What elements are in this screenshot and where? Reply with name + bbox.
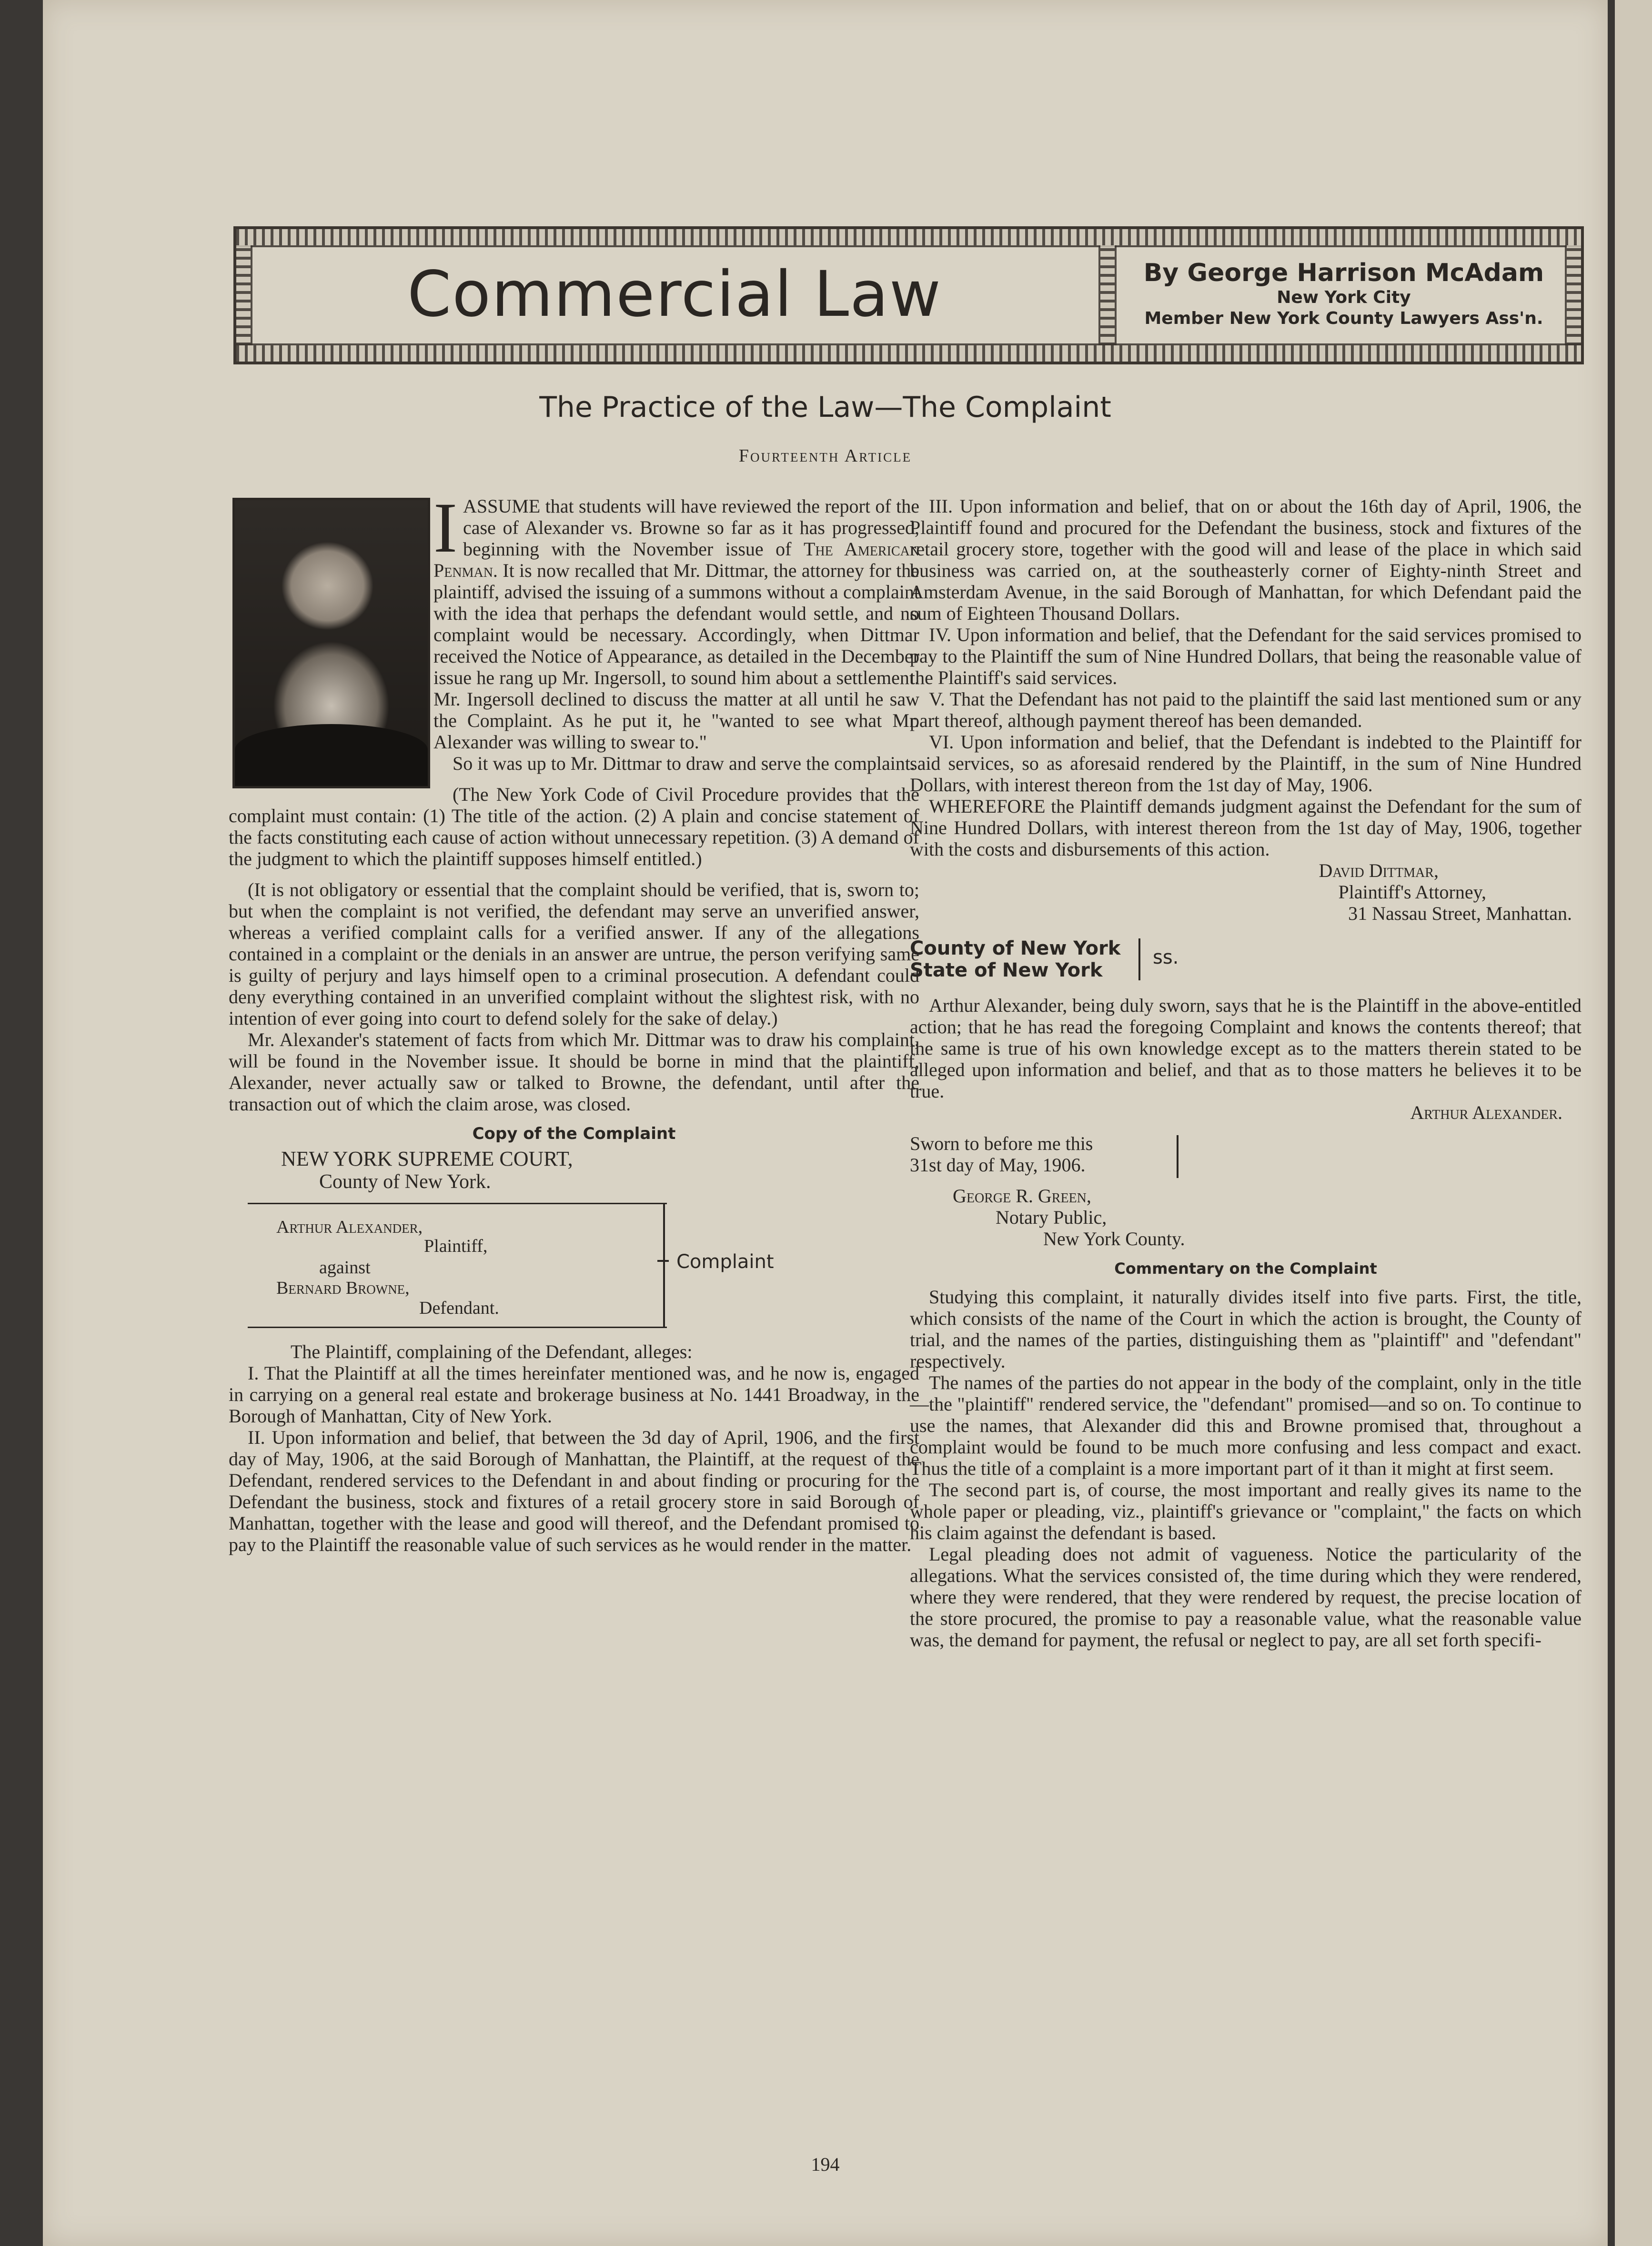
drop-cap: I	[433, 488, 457, 567]
journal-name: The American Penman	[433, 538, 920, 581]
allegation-iii: III. Upon information and belief, that on or about the 16th day of April, 1906, the Plaintiff found and procured for the Defendant the business, stock and fixtures of the retail grocery store, together with the good will and lease of the place in which said business was carried on, at the southeasterly corner of Eighty-ninth Street and Amsterdam Avenue, in the said Borough of Manhattan, for which Defendant paid the sum of Eighteen Thousand Dollars.	[910, 495, 1581, 624]
commentary-paragraph: Studying this complaint, it naturally divides itself into five parts. First, the title, which consists of the name of the Court in which the action is brought, the County of trial, and the names of the parties, distinguishing them as "plaintiff" and "defendant" respectively.	[910, 1286, 1581, 1372]
magazine-page	[43, 0, 1608, 2246]
venue-block	[910, 937, 1581, 985]
copy-heading: Copy of the Complaint	[472, 1124, 676, 1143]
left-column	[229, 488, 920, 1555]
article-title: The Practice of the Law—The Complaint	[539, 391, 1111, 424]
notary-title: Notary Public,	[996, 1207, 1107, 1228]
byline	[1118, 259, 1570, 329]
jurat-brace	[1177, 1135, 1179, 1178]
defendant-role: Defendant.	[419, 1298, 499, 1318]
defendant-name: Bernard Browne,	[276, 1278, 410, 1298]
ornamental-divider	[1098, 245, 1117, 345]
caption-brace	[663, 1203, 665, 1328]
paragraph: The Plaintiff, complaining of the Defendant, alleges:	[291, 1341, 693, 1362]
attorney-address: 31 Nassau Street, Manhattan.	[1348, 903, 1572, 924]
adjacent-page-edge	[1615, 0, 1652, 2246]
venue-brace	[1138, 938, 1140, 980]
plaintiff-role: Plaintiff,	[424, 1236, 488, 1256]
paragraph: (It is not obligatory or essential that the complaint should be verified, that is, sworn to; but when the complaint is not verified, the defendant may serve an unverified answer, whereas a verified complaint calls for a verified answer. If any of the allegations contained in a complaint or the denials in an answer are untrue, the person verifying same is guilty of perjury and lays himself open to a criminal prosecution. A defendant could deny everything contained in an unverified complaint without the slightest risk, with no intention of ever going into court to defend solely for the sake of delay.)	[229, 879, 919, 1029]
plaintiff-name: Arthur Alexander,	[276, 1217, 423, 1237]
ornamental-border-left	[236, 245, 252, 345]
jurat	[910, 1133, 1581, 1185]
allegation-iv: IV. Upon information and belief, that the Defendant for the said services promised to pay to the Plaintiff the sum of Nine Hundred Dollars, that being the reasonable value of the Plaintiff's said services.	[910, 624, 1581, 688]
intro-text-cont: . It is now recalled that Mr. Dittmar, the attorney for the plaintiff, advised the issuing of a summons without a complaint with the idea that perhaps the defendant would settle, and no complaint would be necessary. Accordingly, when Dittmar received the Notice of Appearance, as detailed in the December issue he rang up Mr. Ingersoll, to sound him about a settlement. Mr. Ingersoll declined to discuss the matter at all until he saw the Complaint. As he put it, he "wanted to see what Mr. Alexander was willing to swear to."	[433, 560, 919, 753]
allegation-i: I. That the Plaintiff at all the times hereinfater mentioned was, and he now is, engaged in carrying on a general real estate and brokerage business at No. 1441 Broadway, in the Borough of Manhattan, City of New York.	[229, 1362, 919, 1427]
caption-rule	[248, 1203, 667, 1204]
author-name: By George Harrison McAdam	[1143, 259, 1544, 287]
allegation-vi: VI. Upon information and belief, that the Defendant is indebted to the Plaintiff for said services, so as aforesaid rendered by the Plaintiff, in the sum of Nine Hundred Dollars, with interest thereon from the 1st day of May, 1906.	[910, 731, 1581, 796]
commentary-paragraph: The names of the parties do not appear in the body of the complaint, only in the title—the "plaintiff" rendered service, the "defendant" promised—and so on. To continue to use the names, that Alexander did this and Browne promised that, throughout a complaint would be found to be much more confusing and less compact and exact. Thus the title of a complaint is a more important part of it than it might at first seem.	[910, 1372, 1581, 1479]
ss-mark: ss.	[1153, 947, 1179, 968]
caption-brace-tip	[657, 1260, 669, 1262]
commentary-heading: Commentary on the Complaint	[1114, 1259, 1377, 1278]
against-text: against	[319, 1258, 371, 1278]
attorney-name: David Dittmar,	[1319, 860, 1439, 881]
section-title: Commercial Law	[407, 258, 942, 331]
author-city: New York City	[1277, 288, 1411, 307]
paragraph: So it was up to Mr. Dittmar to draw and serve the complaint.	[453, 753, 915, 774]
jurat-line-2: 31st day of May, 1906.	[910, 1154, 1086, 1176]
caption-rule	[248, 1327, 667, 1328]
header-box	[233, 226, 1584, 364]
commentary-paragraph: The second part is, of course, the most important and really gives its name to the whole paper or pleading, viz., plaintiff's grievance or "complaint," the facts on which his claim against the defendant is based.	[910, 1479, 1581, 1543]
ornamental-border-bottom	[236, 343, 1581, 362]
paragraph: (The New York Code of Civil Procedure provides that the complaint must contain: (1) The title of the action. (2) A plain and concise statement of the facts constituting each cause of action without unnecessary repetition. (3) A demand of the judgment to which the plaintiff supposes himself entitled.)	[229, 784, 919, 869]
notary-name: George R. Green,	[953, 1185, 1091, 1207]
ornamental-border-top	[236, 229, 1581, 247]
commentary-paragraph: Legal pleading does not admit of vagueness. Notice the particularity of the allegations. What the services consisted of, the time during which they were rendered, where they were rendered, that they were rendered by request, the precise location of the store procured, the promise to pay a reasonable value, what the reasonable value was, the demand for payment, the refusal or neglect to pay, are all set forth specifi-	[910, 1543, 1581, 1651]
complaint-label: Complaint	[676, 1251, 774, 1273]
intro-text: ASSUME that students will have reviewed the report of the case of Alexander vs. Browne so far as it has progressed, beginning with the November issue of	[463, 495, 919, 560]
venue-county: County of New York	[910, 937, 1121, 959]
court-county: County of New York.	[319, 1171, 491, 1193]
allegation-ii: II. Upon information and belief, that between the 3d day of April, 1906, and the first day of May, 1906, at the said Borough of Manhattan, the Plaintiff, at the request of the Defendant, rendered services to the Defendant in and about finding or procuring for the Defendant the business, stock and fixtures of a retail grocery store in said Borough of Manhattan, together with the lease and good will thereof, and the Defendant promised to pay to the Plaintiff the reasonable value of such services as he would render in the matter.	[229, 1427, 919, 1555]
notary-county: New York County.	[1043, 1228, 1185, 1249]
portrait-spacer	[229, 495, 433, 792]
venue-lines	[910, 937, 1120, 981]
venue-state: State of New York	[910, 959, 1103, 981]
article-subtitle: Fourteenth Article	[738, 446, 912, 466]
page-number: 194	[811, 2154, 840, 2175]
case-caption	[248, 1203, 919, 1331]
author-membership: Member New York County Lawyers Ass'n.	[1144, 309, 1543, 328]
attorney-title: Plaintiff's Attorney,	[1338, 881, 1486, 903]
paragraph: Mr. Alexander's statement of facts from which Mr. Dittmar was to draw his complaint, will be found in the November issue. It should be borne in mind that the plaintiff, Alexander, never actually saw or talked to Browne, the defendant, until after the transaction out of which the claim arose, was closed.	[229, 1029, 919, 1115]
right-column	[910, 495, 1581, 1651]
court-name: NEW YORK SUPREME COURT,	[281, 1147, 573, 1170]
allegation-v: V. That the Defendant has not paid to the plaintiff the said last mentioned sum or any part thereof, although payment thereof has been demanded.	[910, 688, 1581, 731]
verification: Arthur Alexander, being duly sworn, says that he is the Plaintiff in the above-entitled action; that he has read the foregoing Complaint and knows the contents thereof; that the same is true of his own knowledge except as to the matters therein stated to be alleged upon information and belief, and that as to those matters he believes it to be true.	[910, 995, 1581, 1102]
jurat-line-1: Sworn to before me this	[910, 1133, 1093, 1154]
verifier-signature: Arthur Alexander.	[1410, 1102, 1562, 1123]
wherefore-clause: WHEREFORE the Plaintiff demands judgment against the Defendant for the sum of Nine Hundred Dollars, with interest thereon from the 1st day of May, 1906, together with the costs and disbursements of this action.	[910, 796, 1581, 860]
